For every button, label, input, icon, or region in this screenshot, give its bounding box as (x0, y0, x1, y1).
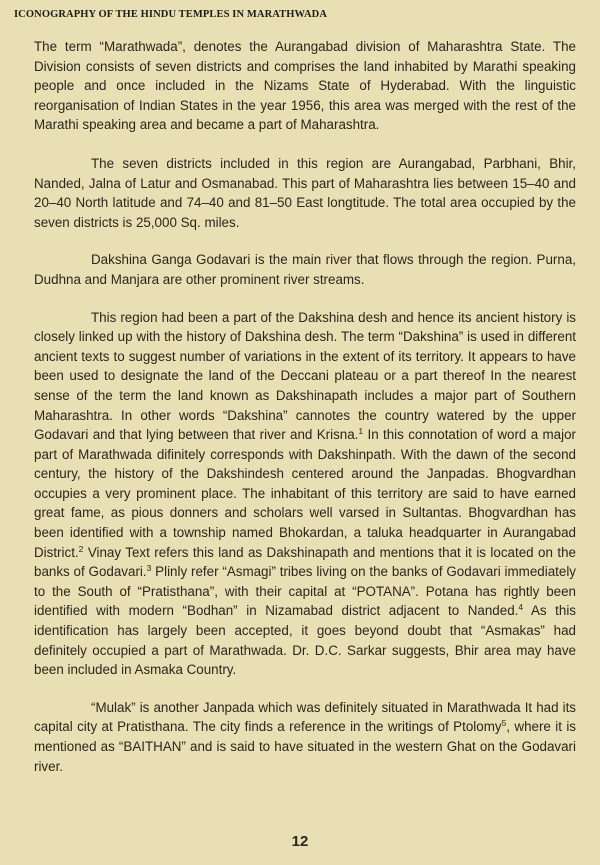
paragraph-5-text-2: , where it is mentioned as “BAITHAN” and is said to have situated in the western Ghat on the Godavari river. (34, 719, 576, 774)
paragraph-2: The seven districts included in this region are Aurangabad, Parbhani, Bhir, Nanded, Jalna of Latur and Osmanabad. This part of Maharashtra lies between 15–40 and 20–40 North latitude and 74–40 and 81–50 East longtitude. The total area occupied by the seven districts is 25,000 Sq. miles. (34, 155, 576, 230)
paragraph-3: Dakshina Ganga Godavari is the main river that flows through the region. Purna, Dudhna and Manjara are other prominent river streams. (34, 252, 576, 287)
footnote-ref-2: 2 (78, 543, 84, 554)
footnote-ref-1: 1 (358, 426, 364, 437)
paragraph-4-text-3: Vinay Text refers this land as Dakshinapath and mentions that it is located on the banks of Godavari. (34, 544, 576, 580)
paragraph-5 (34, 698, 576, 776)
paragraph-4-text-4: Plinly refer “Asmagi” tribes living on the banks of Godavari immediately to the South of “Pratisthana”, with their capital at “POTANA”. Potana has rightly been identified with modern “Bodhan” in Nizamabad district adjacent to Nanded. (34, 564, 576, 619)
paragraph-4-text-1: This region had been a part of the Dakshina desh and hence its ancient history is closely linked up with the history of Dakshina desh. The term “Dakshina” is used in different ancient texts to suggest number of variations in the extent of its territory. It appears to have been used to designate the land of the Deccani plateau or a part thereof In the nearest sense of the term the land known as Dakshinapath includes a major part of Southern Maharashtra. In other words “Dakshina” cannotes the country watered by the upper Godavari and that lying between that river and Krisna. (34, 309, 576, 443)
footnote-ref-3: 3 (146, 563, 152, 574)
paragraph-5-text-1: “Mulak” is another Janpada which was definitely situated in Marathwada It had its capital city at Pratisthana. The city finds a reference in the writings of Ptolomy (34, 699, 576, 735)
footnote-ref-4: 4 (518, 602, 524, 613)
paragraph-4-text-5: As this identification has largely been accepted, it goes beyond doubt that “Asmakas” had definitely occupied a part of Marathwada. Dr. D.C. Sarkar suggests, Bhir area may have been included in Asmaka Country. (34, 603, 576, 678)
running-head: ICONOGRAPHY OF THE HINDU TEMPLES IN MARATHWADA (14, 9, 328, 20)
paragraph-4-text-2: In this connotation of word a major part of Marathwada difinitely corresponds with Dakshinpath. With the dawn of the second century, the history of the Dakshindesh centered around the Janpadas. Bhogvardhan occupies a very prominent place. The inhabitant of this territory are said to have earned great fame, as pious donners and scholars well varsed in Sultantas. Bhogvardhan has been identified with a township named Bhokardan, a taluka headquarter in Aurangabad District. (34, 427, 576, 560)
page-number: 12 (291, 833, 309, 850)
paragraph-1: The term “Marathwada”, denotes the Aurangabad division of Maharashtra State. The Division consists of seven districts and comprises the land inhabited by Marathi speaking people and once included in the Nizams State of Hyderabad. With the linguistic reorganisation of Indian States in the year 1956, this area was merged with the rest of the Marathi speaking area and became a part of Maharashtra. (34, 39, 576, 133)
footnote-ref-5: 5 (501, 718, 507, 729)
paragraph-4 (34, 308, 576, 680)
